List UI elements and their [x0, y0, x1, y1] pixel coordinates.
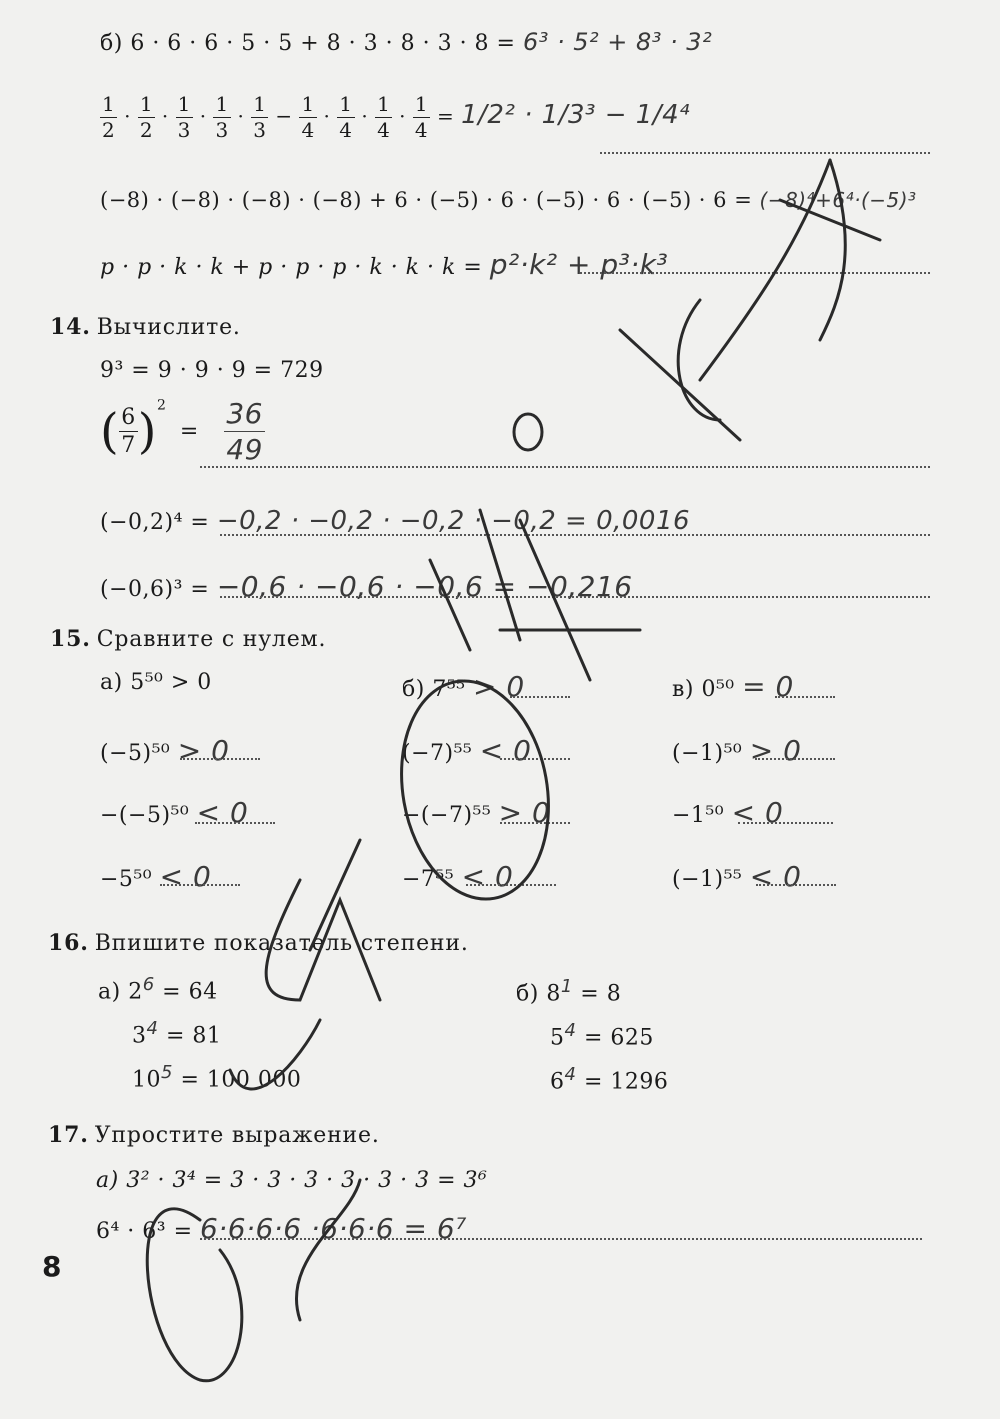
- task-title: Вычислите.: [96, 315, 241, 340]
- t16-value: = 8: [580, 981, 622, 1007]
- task-number: 15.: [50, 626, 91, 652]
- task-14-c-expr: (−0,2)⁴ =: [100, 510, 210, 535]
- t15-expr: −5⁵⁰: [100, 867, 153, 892]
- scribble-stroke: [700, 160, 830, 380]
- task-14-d-expr: (−0,6)³ =: [100, 577, 210, 602]
- frac-den: 4: [377, 118, 391, 142]
- t16-value: = 64: [162, 979, 218, 1005]
- task-14-d-answer: −0,6 · −0,6 · −0,6 = −0,216: [216, 570, 633, 603]
- scribble-stroke: [296, 1180, 360, 1320]
- equals-sign: =: [437, 104, 455, 128]
- negative-answer: (−8)⁴+6⁴·(−5)³: [759, 188, 917, 212]
- t17-a-expr: а) 3² · 3⁴ = 3 · 3 · 3 · 3 · 3 · 3 = 3⁶: [96, 1168, 488, 1193]
- t16-base: 5: [550, 1025, 565, 1051]
- frac-den: 2: [139, 118, 154, 142]
- t15-answer: < 0: [749, 860, 802, 893]
- t15-expr: а) 5⁵⁰ > 0: [100, 670, 212, 695]
- line-b-expr: 6 · 6 · 6 · 5 · 5 + 8 · 3 · 8 · 3 · 8 =: [130, 31, 516, 56]
- answer-denominator: 49: [226, 433, 263, 466]
- t15-expr: −(−5)⁵⁰: [100, 803, 190, 828]
- t16-base: 10: [132, 1067, 161, 1093]
- t15-answer: < 0: [731, 796, 784, 829]
- t15-answer: > 0: [472, 670, 525, 703]
- frac-den: 3: [215, 118, 229, 142]
- t15-expr: −1⁵⁰: [672, 803, 725, 828]
- t15-answer: < 0: [196, 796, 249, 829]
- t16-value: = 625: [583, 1025, 654, 1051]
- t16-base: 6: [550, 1069, 565, 1095]
- t15-answer: < 0: [159, 860, 212, 893]
- scribble-stroke: [480, 510, 520, 640]
- t16-exponent: 4: [564, 1064, 577, 1085]
- equals-sign: =: [179, 418, 199, 444]
- t16-base: 3: [132, 1023, 147, 1049]
- task-14-a-expr: 9³ = 9 · 9 · 9 = 729: [100, 358, 324, 383]
- scribble-stroke: [520, 520, 590, 680]
- fraction-answer: 1/2² · 1/3³ − 1/4⁴: [461, 100, 691, 130]
- t16-base: 8: [546, 981, 561, 1007]
- scribble-stroke: [147, 1209, 242, 1381]
- t17-b-answer: 6·6·6·6 ·6·6·6 = 6⁷: [200, 1212, 467, 1245]
- frac-num: 1: [139, 92, 154, 116]
- t15-expr: (−5)⁵⁰: [100, 741, 171, 766]
- frac-num: 1: [102, 92, 116, 116]
- task-number: 16.: [48, 930, 89, 956]
- line-b-label: б): [100, 31, 123, 56]
- t15-expr: −7⁵⁵: [402, 867, 455, 892]
- scribble-stroke: [230, 1020, 320, 1089]
- t15-expr: −(−7)⁵⁵: [402, 803, 492, 828]
- answer-numerator: 36: [226, 397, 263, 430]
- minus-sign: −: [275, 104, 293, 128]
- fraction-line: $\frac{1}{2}$ · $\frac{1}{2}$ · $\frac{1}{3}$ · $\frac{1}{3}$ · $\frac{1}{3}$ − $\frac{1}{4}$ · $\frac{1}{4}$ · $\frac{1}{4}$ · $\frac{1}{4}$ = 1/2² · 1/3³ − 1/4⁴: [102, 92, 691, 142]
- t15-answer: > 0: [749, 734, 802, 767]
- task-title: Упростите выражение.: [94, 1123, 380, 1148]
- t15-answer: = 0: [742, 670, 794, 703]
- pk-answer: p²·k² + p³·k³: [489, 248, 669, 281]
- scribble-stroke: [385, 669, 565, 911]
- frac-den: 2: [102, 118, 116, 142]
- frac-num: 1: [215, 92, 229, 116]
- base-numerator: 6: [119, 404, 138, 433]
- task-14-c-answer: −0,2 · −0,2 · −0,2 · −0,2 = 0,0016: [216, 506, 691, 536]
- frac-num: 1: [339, 92, 353, 116]
- task-title: Сравните с нулем.: [96, 627, 327, 652]
- t15-expr: (−1)⁵⁵: [672, 867, 743, 892]
- frac-num: 1: [414, 92, 429, 116]
- t16-value: = 100 000: [180, 1067, 302, 1093]
- t16-value: = 1296: [583, 1069, 669, 1095]
- t16-exponent: 5: [161, 1062, 173, 1083]
- frac-num: 1: [301, 92, 315, 116]
- t16-label: б): [516, 981, 539, 1007]
- t15-answer: > 0: [177, 734, 230, 767]
- exponent: 2: [156, 397, 167, 414]
- t15-expr: б) 7⁵⁵: [402, 677, 466, 702]
- t16-value: = 81: [165, 1023, 222, 1049]
- t15-expr: (−1)⁵⁰: [672, 741, 743, 766]
- frac-num: 1: [377, 92, 391, 116]
- task-14-b: ( $\frac{6}{7}$ )$^2$ = $\frac{36}{49}$: [100, 397, 263, 466]
- frac-den: 4: [301, 118, 315, 142]
- page-number: 8: [42, 1250, 62, 1283]
- scribble-stroke: [266, 880, 380, 1000]
- t15-expr: в) 0⁵⁰: [672, 677, 735, 702]
- frac-num: 1: [177, 92, 191, 116]
- t16-base: 2: [128, 979, 143, 1005]
- t16-exponent: 1: [560, 976, 573, 997]
- t16-label: а): [98, 979, 121, 1005]
- t15-expr: (−7)⁵⁵: [402, 741, 473, 766]
- t16-exponent: 6: [142, 974, 155, 995]
- line-b-answer: 6³ · 5² + 8³ · 3²: [522, 28, 713, 56]
- pk-expr: p · p · k · k + p · p · p · k · k · k =: [100, 255, 483, 280]
- frac-num: 1: [253, 92, 267, 116]
- task-title: Впишите показатель степени.: [94, 931, 469, 956]
- scribble-stroke: [430, 560, 470, 650]
- frac-den: 4: [339, 118, 353, 142]
- frac-den: 4: [414, 118, 429, 142]
- t16-exponent: 4: [564, 1020, 577, 1041]
- scribble-stroke: [820, 160, 845, 340]
- t15-answer: > 0: [498, 796, 551, 829]
- t15-answer: < 0: [461, 860, 514, 893]
- base-denominator: 7: [121, 433, 136, 458]
- task-number: 17.: [48, 1122, 89, 1148]
- t15-answer: < 0: [479, 734, 532, 767]
- negative-expr: (−8) · (−8) · (−8) · (−8) + 6 · (−5) · 6 · (−5) · 6 · (−5) · 6 =: [100, 188, 753, 212]
- t17-b-expr: 6⁴ · 6³ =: [96, 1219, 193, 1244]
- scribble-stroke: [514, 414, 542, 450]
- task-number: 14.: [50, 314, 91, 340]
- frac-den: 3: [253, 118, 267, 142]
- t16-exponent: 4: [146, 1018, 159, 1039]
- frac-den: 3: [177, 118, 191, 142]
